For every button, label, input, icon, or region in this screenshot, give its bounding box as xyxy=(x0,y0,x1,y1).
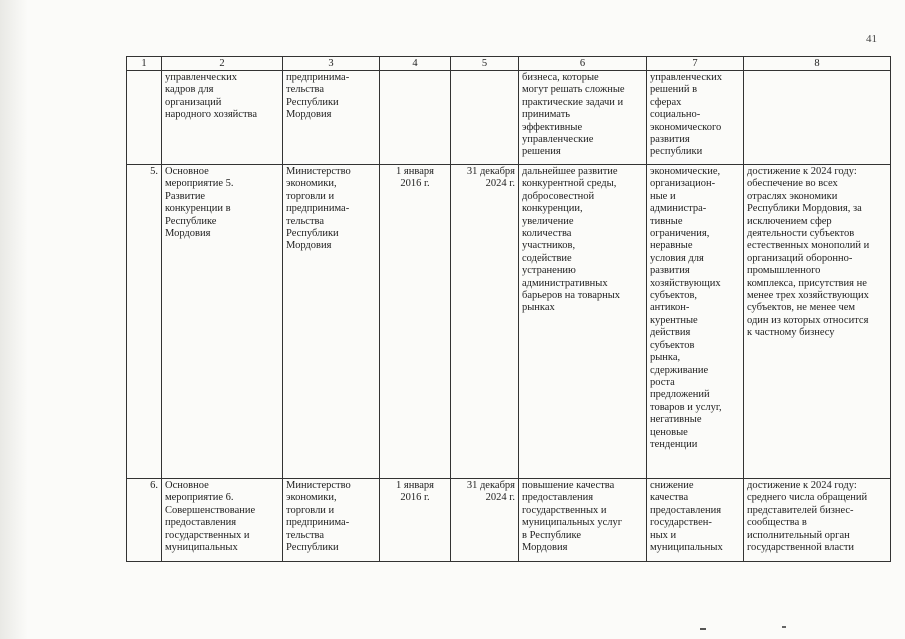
cell-line: развития xyxy=(650,265,690,277)
cell-line: Мордовия xyxy=(522,542,568,554)
cell-line: количества xyxy=(522,228,572,240)
cell-line: неравные xyxy=(650,240,693,252)
cell-line: организаций xyxy=(165,96,222,108)
column-header: 5 xyxy=(451,57,519,71)
cell-line: Мордовия xyxy=(286,109,332,121)
cell-line: действия xyxy=(650,327,691,339)
cell-line: конкуренции в xyxy=(165,203,231,215)
cell-line: ные и xyxy=(650,190,676,202)
responsible-executor xyxy=(283,165,380,479)
cell-line: муниципальных услуг xyxy=(522,517,623,529)
cell-line: организаций оборонно- xyxy=(747,252,853,264)
cell-line: Основное xyxy=(165,166,209,177)
cell-line: отраслях экономики xyxy=(747,190,838,202)
cell-line: 1 января xyxy=(396,480,434,491)
cell-line: управленческих xyxy=(650,72,722,83)
scan-margin-shadow xyxy=(0,0,28,639)
cell-line: предоставления xyxy=(165,517,237,529)
column-header: 6 xyxy=(519,57,647,71)
cell-line: муниципальных xyxy=(165,542,238,554)
page-number: 41 xyxy=(866,33,877,45)
cell-line: субъектов, не менее чем xyxy=(747,302,856,314)
cell-line: управленческие xyxy=(522,134,594,146)
cell-line: тельства xyxy=(286,529,325,541)
cell-line: исполнительный орган xyxy=(747,529,850,541)
row-number: 6. xyxy=(127,479,162,562)
cell-line: содействие xyxy=(522,252,572,264)
cell-line: курентные xyxy=(650,314,698,326)
column-header: 7 xyxy=(647,57,744,71)
cell-line: 2016 г. xyxy=(400,492,430,504)
cell-line: к частному бизнесу xyxy=(747,327,835,339)
cell-line: управленческих xyxy=(165,72,237,83)
cell-line: мероприятие 6. xyxy=(165,492,234,504)
table-row xyxy=(127,71,891,165)
cell-line: хозяйствующих xyxy=(650,277,721,289)
cell-line: сферах xyxy=(650,96,682,108)
cell-line: предложений xyxy=(650,389,710,401)
start-date xyxy=(380,71,451,165)
cell-line: менее трех хозяйствующих xyxy=(747,290,869,302)
cell-line: представителей бизнес- xyxy=(747,504,854,516)
cell-line: обеспечение во всех xyxy=(747,178,838,190)
cell-line: экономики, xyxy=(286,178,337,190)
cell-line: естественных монополий и xyxy=(747,240,870,252)
cell-line: исключением сфер xyxy=(747,215,832,227)
risks xyxy=(647,479,744,562)
cell-line: Республике xyxy=(165,215,217,227)
cell-line: предоставления xyxy=(650,504,722,516)
cell-line: тивные xyxy=(650,215,683,227)
responsible-executor xyxy=(283,479,380,562)
expected-result xyxy=(519,479,647,562)
row-number xyxy=(127,71,162,165)
scan-speck xyxy=(782,626,786,628)
cell-line: государственных и xyxy=(522,504,607,516)
cell-line: субъектов xyxy=(650,339,695,351)
column-header: 3 xyxy=(283,57,380,71)
row-number: 5. xyxy=(127,165,162,479)
table-row xyxy=(127,479,891,562)
expected-result xyxy=(519,71,647,165)
cell-line: республики xyxy=(650,146,703,158)
cell-line: качества xyxy=(650,492,689,504)
column-header: 2 xyxy=(162,57,283,71)
cell-line: комплекса, присутствия не xyxy=(747,277,867,289)
cell-line: снижение xyxy=(650,480,694,491)
cell-line: развития xyxy=(650,134,690,146)
cell-line: Мордовия xyxy=(165,228,211,240)
column-number-row xyxy=(127,57,891,71)
cell-line: эффективные xyxy=(522,121,583,133)
cell-line: конкурентной среды, xyxy=(522,178,617,190)
cell-line: Совершенствование xyxy=(165,504,256,516)
cell-line: устранению xyxy=(522,265,576,277)
cell-line: тельства xyxy=(286,215,325,227)
cell-line: добросовестной xyxy=(522,190,595,202)
cell-line: Республики Мордовия, за xyxy=(747,203,862,215)
cell-line: участников, xyxy=(522,240,576,252)
cell-line: промышленного xyxy=(747,265,821,277)
end-date xyxy=(451,165,519,479)
start-date xyxy=(380,165,451,479)
cell-line: субъектов, xyxy=(650,290,698,302)
cell-line: 2024 г. xyxy=(485,492,515,504)
cell-line: один из которых относится xyxy=(747,314,869,326)
expected-result xyxy=(519,165,647,479)
scan-speck xyxy=(700,628,706,630)
cell-line: ных и xyxy=(650,529,677,541)
cell-line: среднего числа обращений xyxy=(747,492,868,504)
table-row xyxy=(127,165,891,479)
cell-line: 31 декабря xyxy=(466,166,515,177)
cell-line: принимать xyxy=(522,109,571,121)
cell-line: муниципальных xyxy=(650,542,723,554)
cell-line: мероприятие 5. xyxy=(165,178,234,190)
cell-line: ограничения, xyxy=(650,228,710,240)
cell-line: предоставления xyxy=(522,492,594,504)
cell-line: Республики xyxy=(286,542,339,554)
cell-line: дальнейшее развитие xyxy=(522,166,618,177)
cell-line: товаров и услуг, xyxy=(650,401,722,413)
cell-line: предпринима- xyxy=(286,203,350,215)
risks xyxy=(647,165,744,479)
column-header: 1 xyxy=(127,57,162,71)
cell-line: решения xyxy=(522,146,561,158)
cell-line: государствен- xyxy=(650,517,712,529)
cell-line: предпринима- xyxy=(286,72,350,83)
risks xyxy=(647,71,744,165)
cell-line: тельства xyxy=(286,84,325,96)
indicators xyxy=(744,165,891,479)
cell-line: Республики xyxy=(286,228,339,240)
cell-line: Министерство xyxy=(286,480,351,491)
cell-line: Республики xyxy=(286,96,339,108)
responsible-executor xyxy=(283,71,380,165)
cell-line: увеличение xyxy=(522,215,574,227)
cell-line: 1 января xyxy=(396,166,434,177)
cell-line: негативные xyxy=(650,414,702,426)
cell-line: барьеров на товарных xyxy=(522,290,621,302)
cell-line: торговли и xyxy=(286,190,335,202)
cell-line: Министерство xyxy=(286,166,351,177)
end-date xyxy=(451,479,519,562)
cell-line: административных xyxy=(522,277,608,289)
cell-line: организацион- xyxy=(650,178,716,190)
cell-line: экономического xyxy=(650,121,722,133)
end-date xyxy=(451,71,519,165)
cell-line: 2016 г. xyxy=(400,178,430,190)
cell-line: могут решать сложные xyxy=(522,84,625,96)
cell-line: в Республике xyxy=(522,529,582,541)
start-date xyxy=(380,479,451,562)
cell-line: конкуренции, xyxy=(522,203,583,215)
cell-line: повышение качества xyxy=(522,480,615,491)
cell-line: достижение к 2024 году: xyxy=(747,166,857,177)
cell-line: сообщества в xyxy=(747,517,807,529)
column-header: 4 xyxy=(380,57,451,71)
cell-line: государственной власти xyxy=(747,542,855,554)
cell-line: народного хозяйства xyxy=(165,109,258,121)
cell-line: антикон- xyxy=(650,302,690,314)
cell-line: социально- xyxy=(650,109,701,121)
cell-line: Развитие xyxy=(165,190,206,202)
cell-line: экономические, xyxy=(650,166,721,177)
cell-line: 2024 г. xyxy=(485,178,515,190)
cell-line: бизнеса, которые xyxy=(522,72,599,83)
cell-line: тенденции xyxy=(650,438,698,450)
program-measures-table xyxy=(126,56,891,562)
cell-line: ценовые xyxy=(650,426,688,438)
cell-line: деятельности субъектов xyxy=(747,228,855,240)
measure-name xyxy=(162,479,283,562)
cell-line: Мордовия xyxy=(286,240,332,252)
cell-line: экономики, xyxy=(286,492,337,504)
cell-line: администра- xyxy=(650,203,707,215)
measure-name xyxy=(162,165,283,479)
cell-line: условия для xyxy=(650,252,704,264)
cell-line: предпринима- xyxy=(286,517,350,529)
cell-line: рынках xyxy=(522,302,555,314)
indicators xyxy=(744,71,891,165)
cell-line: роста xyxy=(650,376,675,388)
cell-line: достижение к 2024 году: xyxy=(747,480,857,491)
cell-line: 31 декабря xyxy=(466,480,515,491)
measure-name xyxy=(162,71,283,165)
cell-line: практические задачи и xyxy=(522,96,624,108)
cell-line: рынка, xyxy=(650,352,681,364)
cell-line: сдерживание xyxy=(650,364,709,376)
cell-line: кадров для xyxy=(165,84,214,96)
cell-line: торговли и xyxy=(286,504,335,516)
cell-line: Основное xyxy=(165,480,209,491)
column-header: 8 xyxy=(744,57,891,71)
cell-line: государственных и xyxy=(165,529,250,541)
cell-line: решений в xyxy=(650,84,698,96)
indicators xyxy=(744,479,891,562)
